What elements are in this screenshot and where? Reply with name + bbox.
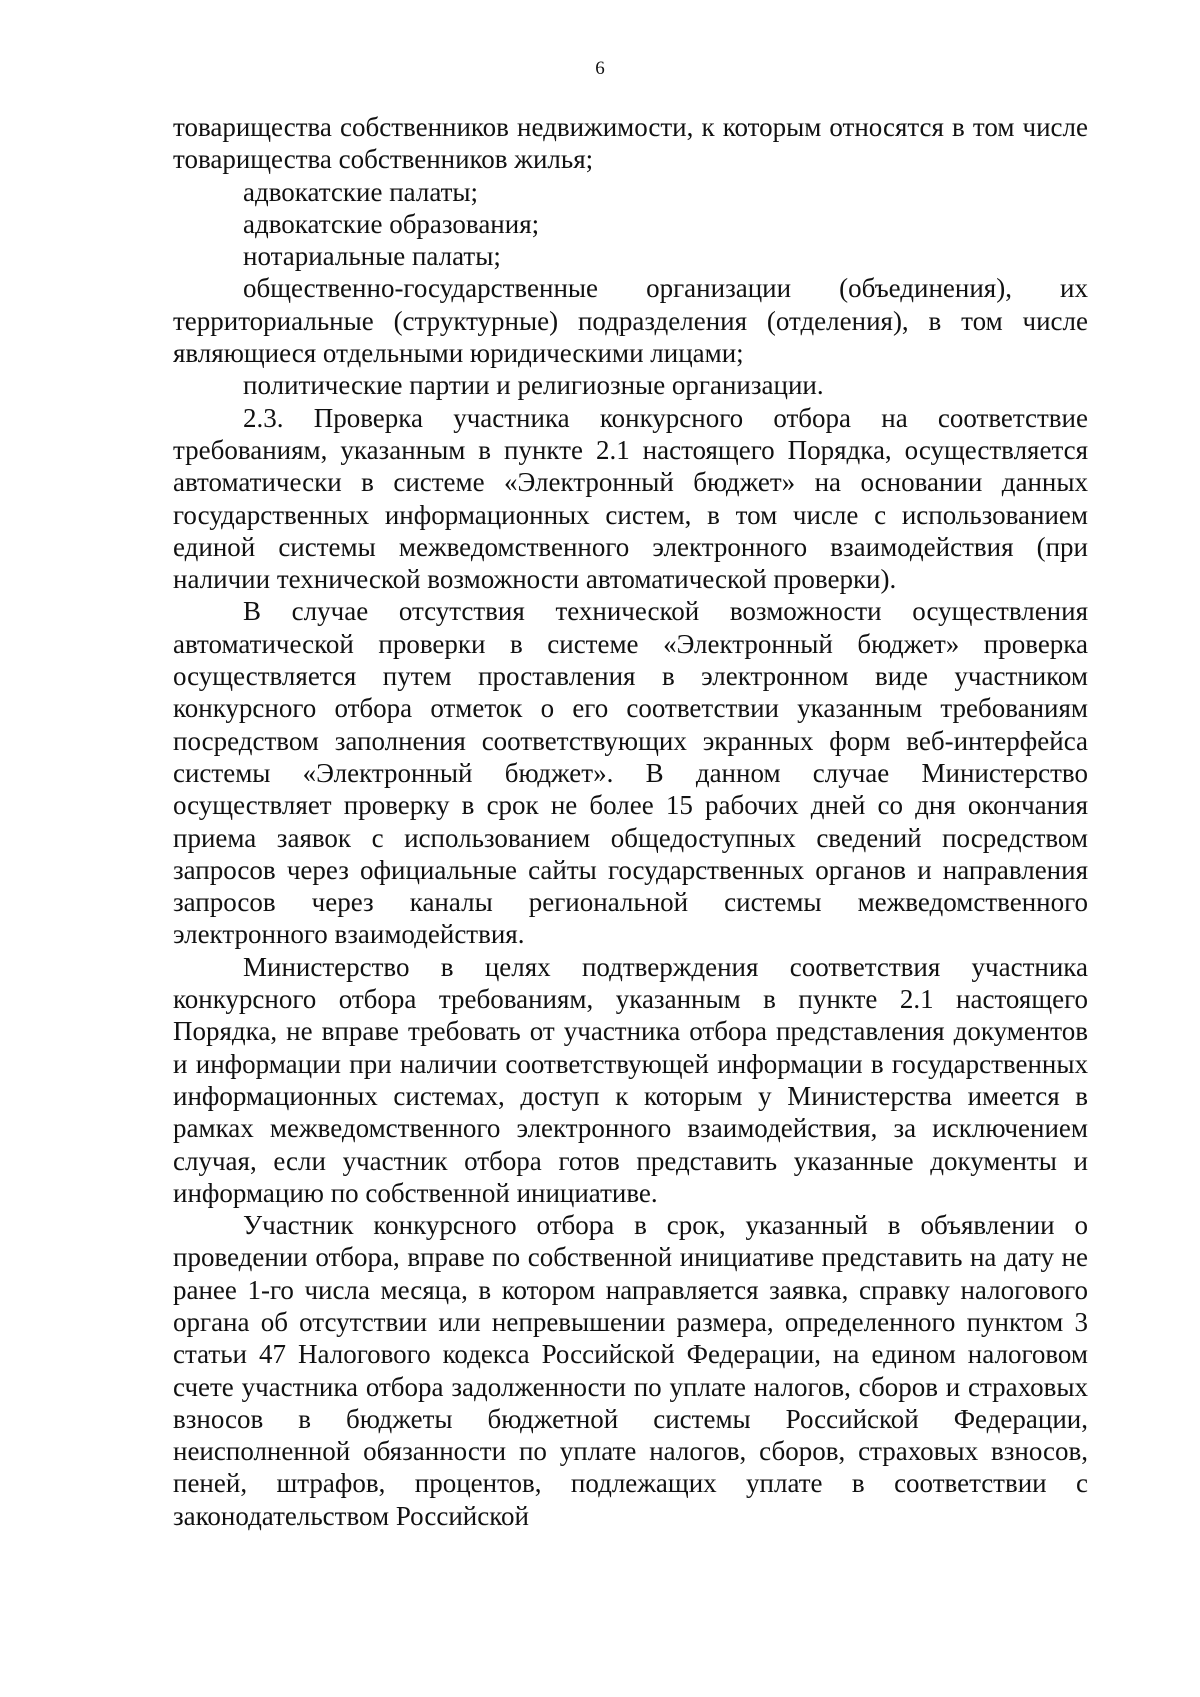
- paragraph-1: товарищества собственников недвижимости, к которым относятся в том числе товарищества собственников жилья;: [173, 112, 1088, 175]
- page-number: 6: [595, 58, 605, 79]
- paragraph-4: нотариальные палаты;: [243, 241, 501, 272]
- paragraph-9: Министерство в целях подтверждения соответствия участника конкурсного отбора требованиям, указанным в пункте 2.1 настоящего Порядка, не вправе требовать от участника отбора представления документов и информации при наличии соответствующей информации в государственных информационных системах, доступ к которым у Министерства имеется в рамках межведомственного электронного взаимодействия, за исключением случая, если участник отбора готов представить указанные документы и информацию по собственной инициативе.: [173, 951, 1088, 1208]
- paragraph-5: общественно-государственные организации (объединения), их территориальные (структурные) подразделения (отделения), в том числе являющиеся отдельными юридическими лицами;: [173, 273, 1088, 369]
- paragraph-8: В случае отсутствия технической возможности осуществления автоматической проверки в системе «Электронный бюджет» проверка осуществляется путем проставления в электронном виде участником конкурсного отбора отметок о его соответствии указанным требованиям посредством заполнения соответствующих экранных форм веб-интерфейса системы «Электронный бюджет». В данном случае Министерство осуществляет проверку в срок не более 15 рабочих дней со дня окончания приема заявок с использованием общедоступных сведений посредством запросов через официальные сайты государственных органов и направления запросов через каналы региональной системы межведомственного электронного взаимодействия.: [173, 596, 1088, 950]
- paragraph-7: 2.3. Проверка участника конкурсного отбора на соответствие требованиям, указанным в пункте 2.1 настоящего Порядка, осуществляется автоматически в системе «Электронный бюджет» на основании данных государственных информационных систем, в том числе с использованием единой системы межведомственного электронного взаимодействия (при наличии технической возможности автоматической проверки).: [173, 402, 1088, 595]
- document-body: [173, 111, 1088, 1532]
- paragraph-3: адвокатские образования;: [243, 208, 540, 239]
- paragraph-2: адвокатские палаты;: [243, 176, 479, 207]
- paragraph-6: политические партии и религиозные организации.: [243, 370, 824, 401]
- paragraph-10: Участник конкурсного отбора в срок, указанный в объявлении о проведении отбора, вправе по собственной инициативе представить на дату не ранее 1-го числа месяца, в котором направляется заявка, справку налогового органа об отсутствии или непревышении размера, определенного пунктом 3 статьи 47 Налогового кодекса Российской Федерации, на едином налоговом счете участника отбора задолженности по уплате налогов, сборов и страховых взносов в бюджеты бюджетной системы Российской Федерации, неисполненной обязанности по уплате налогов, сборов, страховых взносов, пеней, штрафов, процентов, подлежащих уплате в соответствии с законодательством Российской: [173, 1210, 1088, 1531]
